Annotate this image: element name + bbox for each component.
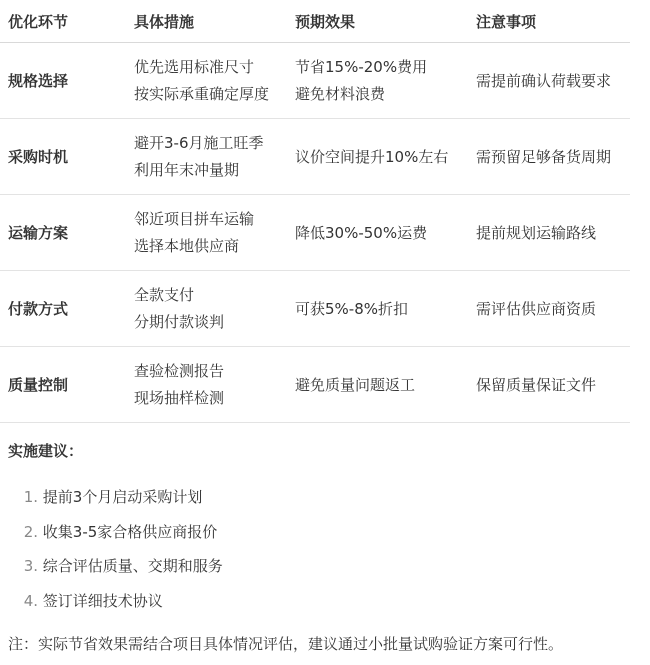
measure-line: 优先选用标准尺寸 [134,57,255,76]
row-note: 需提前确认荷载要求 [468,43,630,119]
row-measures [126,195,287,271]
row-note: 提前规划运输路线 [468,195,630,271]
list-text: 提前3个月启动采购计划 [42,488,203,506]
row-measures [126,43,287,119]
recommendations-title: 实施建议： [8,442,84,460]
table-row [0,119,630,195]
list-number: 2. [23,522,38,541]
row-item: 规格选择 [0,43,126,119]
list-item [0,584,223,619]
list-number: 1. [23,488,38,506]
row-effect [287,43,468,119]
list-number: 3. [23,557,38,575]
recommendations-list [0,480,223,618]
list-item [0,480,223,515]
row-note: 需预留足够备货周期 [468,119,630,195]
row-effect: 降低30%-50%运费 [287,195,468,271]
list-text: 收集3-5家合格供应商报价 [42,522,218,541]
list-item [0,515,223,550]
row-item: 质量控制 [0,347,126,423]
header-notes: 注意事项 [468,0,630,43]
measure-line: 查验检测报告 [134,361,225,380]
table-row [0,43,630,119]
table-row [0,271,630,347]
table-row [0,347,630,423]
row-effect: 可获5%-8%折扣 [287,271,468,347]
row-effect: 避免质量问题返工 [287,347,468,423]
list-number: 4. [23,591,38,610]
row-note: 需评估供应商资质 [468,271,630,347]
row-measures [126,271,287,347]
row-item: 运输方案 [0,195,126,271]
footnote: 注：实际节省效果需结合项目具体情况评估，建议通过小批量试购验证方案可行性。 [8,635,564,653]
measure-line: 邻近项目拼车运输 [134,209,255,228]
header-optimization-stage: 优化环节 [0,0,126,43]
row-item: 付款方式 [0,271,126,347]
list-text: 综合评估质量、交期和服务 [42,557,223,575]
row-effect: 议价空间提升10%左右 [287,119,468,195]
effect-line: 避免材料浪费 [295,84,386,103]
table-header-row [0,0,630,43]
effect-line: 节省15%-20%费用 [295,57,428,76]
row-note: 保留质量保证文件 [468,347,630,423]
header-expected-effect: 预期效果 [287,0,468,43]
measure-line: 分期付款谈判 [134,312,225,331]
row-measures [126,347,287,423]
list-text: 签订详细技术协议 [42,591,163,610]
measure-line: 按实际承重确定厚度 [134,84,270,103]
measure-line: 选择本地供应商 [134,236,240,255]
measure-line: 避开3-6月施工旺季 [134,133,264,152]
measure-line: 全款支付 [134,285,195,304]
row-measures [126,119,287,195]
table-row [0,195,630,271]
row-item: 采购时机 [0,119,126,195]
measure-line: 利用年末冲量期 [134,160,240,179]
list-item [0,549,223,584]
measure-line: 现场抽样检测 [134,388,225,407]
header-specific-measures: 具体措施 [126,0,287,43]
